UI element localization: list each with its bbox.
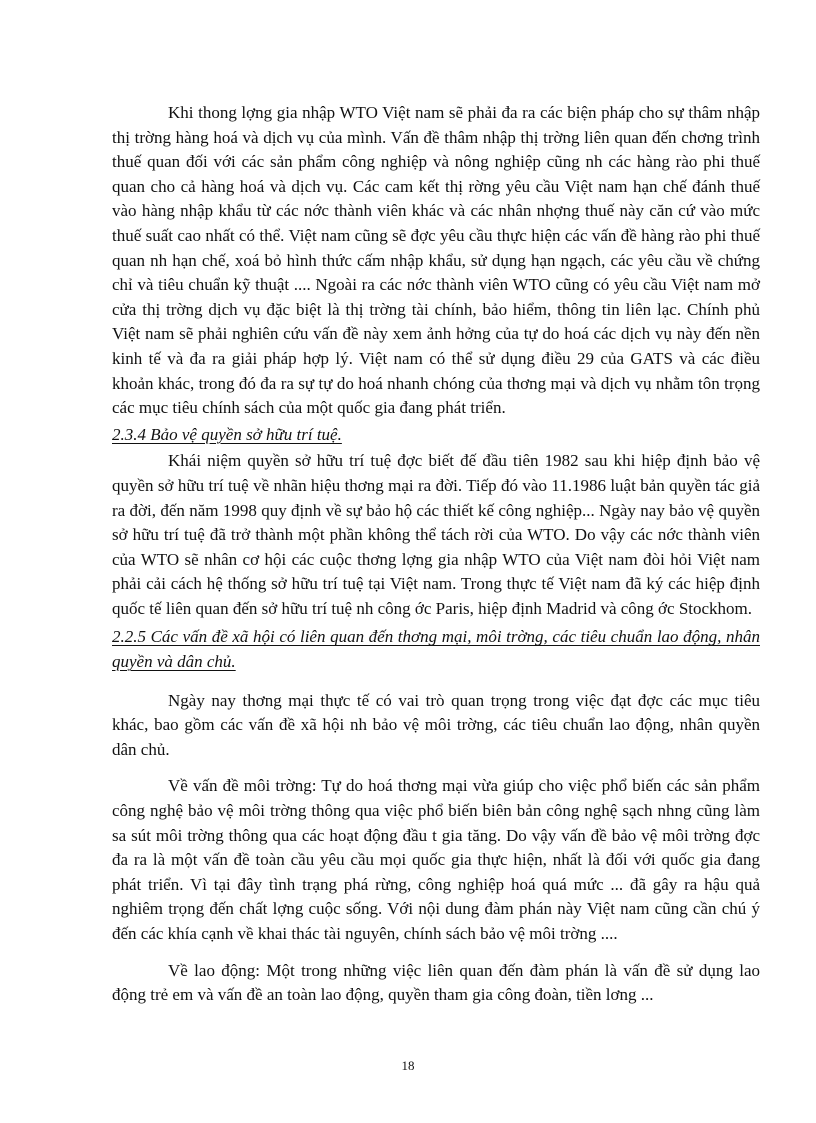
section-heading-ip-protection: 2.3.4 Bảo vệ quyền sở hữu trí tuệ. (112, 424, 342, 444)
paragraph-wto-market-access: Khi thong lợng gia nhập WTO Việt nam sẽ phải đa ra các biện pháp cho sự thâm nhập thị trờng hàng hoá và dịch vụ của mình. Vấn đề thâm nhập thị trờng liên quan đến chơng trình thuế quan đối với các sản phẩm công nghiệp và nông nghiệp cũng nh các hàng rào phi thuế quan cho cả hàng hoá và dịch vụ. Các cam kết thị rờng yêu cầu Việt nam hạn chế đánh thuế vào hàng nhập khẩu từ các nớc thành viên khác và các nhân nhợng thuế này căn cứ vào mức thuế suất cao nhất có thể. Việt nam cũng sẽ đợc yêu cầu thực hiện các vấn đề hàng rào phi thuế quan nh hạn chế, xoá bỏ hình thức cấm nhập khẩu, sử dụng hạn ngạch, các yêu cầu về chứng chỉ và tiêu chuẩn kỹ thuật .... Ngoài ra các nớc thành viên WTO cũng có yêu cầu Việt nam mở cửa thị trờng dịch vụ đặc biệt là thị trờng tài chính, bảo hiểm, thông tin liên lạc. Chính phủ Việt nam sẽ phải nghiên cứu vấn đề này xem ảnh hởng của tự do hoá các dịch vụ này đến nền kinh tế và đa ra giải pháp hợp lý. Việt nam có thể sử dụng điều 29 của GATS và các điều khoản khác, trong đó đa ra sự tự do hoá nhanh chóng của thơng mại và dịch vụ nhằm tôn trọng các mục tiêu chính sách của một quốc gia đang phát triển. (112, 103, 760, 418)
page-number: 18 (401, 1058, 415, 1073)
section-heading-social-issues: 2.2.5 Các vấn đề xã hội có liên quan đến thơng mại, môi trờng, các tiêu chuẩn lao động, nhân quyền và dân chủ. (112, 627, 760, 672)
paragraph-labour: Về lao động: Một trong những việc liên quan đến đàm phán là vấn đề sử dụng lao động trẻ em và vấn đề an toàn lao động, quyền tham gia công đoàn, tiền lơng ... (112, 960, 760, 1005)
paragraph-environment: Về vấn đề môi trờng: Tự do hoá thơng mại vừa giúp cho việc phổ biến các sản phẩm công nghệ bảo vệ môi trờng thông qua việc phổ biến biên bản công nghệ sạch nhng cũng làm sa sút môi trờng thông qua các hoạt động đầu t gia tăng. Do vậy vấn đề bảo vệ môi trờng đợc đa ra là một vấn đề toàn cầu yêu cầu mọi quốc gia thực hiện, nhất là đối với quốc gia đang phát triển. Vì tại đây tình trạng phá rừng, công nghiệp hoá quá mức ... đã gây ra hậu quả nghiêm trọng đến chất lợng cuộc sống. Với nội dung đàm phán này Việt nam cũng cần chú ý đến các khía cạnh về khai thác tài nguyên, chính sách bảo vệ môi trờng .... (112, 776, 760, 943)
paragraph-social-issues-intro: Ngày nay thơng mại thực tế có vai trò quan trọng trong việc đạt đợc các mục tiêu khác, bao gồm các vấn đề xã hội nh bảo vệ môi trờng, các tiêu chuẩn lao động, nhân quyền dân chủ. (112, 690, 760, 759)
document-body (112, 101, 760, 1008)
paragraph-intellectual-property: Khái niệm quyền sở hữu trí tuệ đợc biết đế đầu tiên 1982 sau khi hiệp định bảo vệ quyền sở hữu trí tuệ về nhãn hiệu thơng mại ra đời. Tiếp đó vào 11.1986 luật bản quyền tác giả ra đời, đến năm 1998 quy định về sự bảo hộ các thiết kế công nghiệp... Ngày nay bảo vệ quyền sở hữu trí tuệ đã trở thành một phần không thể tách rời của WTO. Do vậy các nớc thành viên của WTO sẽ nhân cơ hội các cuộc thơng lợng gia nhập WTO của Việt nam đòi hỏi Việt nam phải cải cách hệ thống sở hữu trí tuệ tại Việt nam. Trong thực tế Việt nam đã ký các hiệp định quốc tế liên quan đến sở hữu trí tuệ nh công ớc Paris, hiệp định Madrid và công ớc Stockhom. (112, 451, 760, 618)
